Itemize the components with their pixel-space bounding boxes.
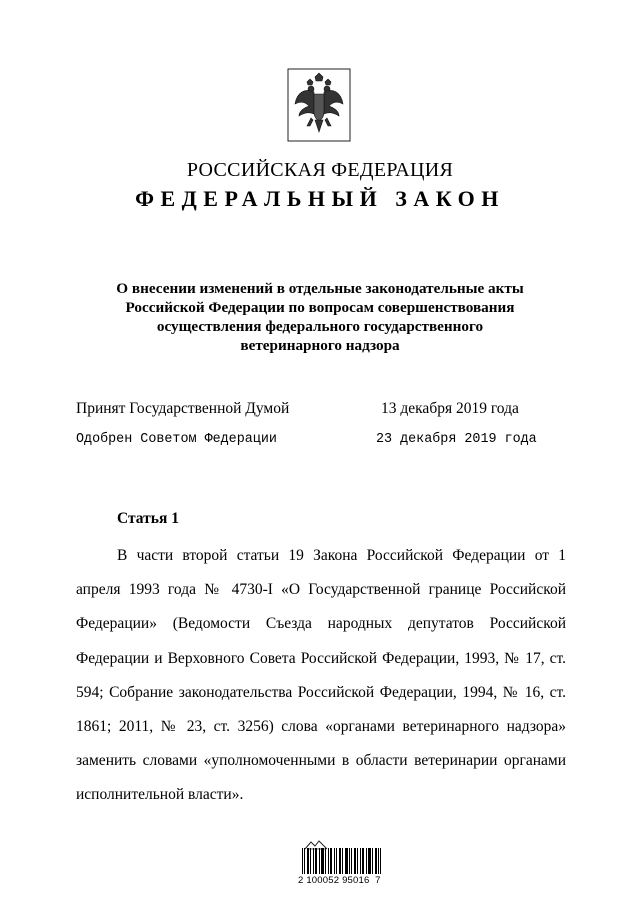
duma-adoption-label: Принят Государственной Думой (76, 400, 290, 417)
republic-name: РОССИЙСКАЯ ФЕДЕРАЦИЯ (186, 159, 454, 181)
article-text: В части второй статьи 19 Закона Российской Федерации от 1 апреля 1993 года № 4730-I «О Государственной границе Российской Федерации» (Ведомости Съезда народных депутатов Российской Федерации и Верховного Совета Российской Федерации, 1993, № 17, ст. 594; Собрание законодательства Российской Федерации, 1994, № 16, ст. 1861; 2011, № 23, ст. 3256) слова «органами ветеринарного надзора» заменить словами «уполномоченными в области ветеринарии органами исполнительной власти». (76, 547, 566, 804)
barcode-number: 2 100052 95016 7 (298, 875, 381, 886)
duma-adoption-date: 13 декабря 2019 года (381, 400, 519, 417)
barcode-icon (302, 848, 382, 874)
council-approval-label: Одобрен Советом Федерации (76, 432, 277, 447)
law-type: ФЕДЕРАЛЬНЫЙ ЗАКОН (135, 186, 505, 211)
article-heading: Статья 1 (117, 510, 179, 527)
document-mark-icon (303, 837, 329, 847)
council-approval-date: 23 декабря 2019 года (376, 432, 537, 447)
coat-of-arms-icon (287, 68, 351, 142)
law-title-line: О внесении изменений в отдельные законодательные акты (116, 280, 524, 297)
law-title-line: ветеринарного надзора (240, 337, 400, 354)
law-title (70, 279, 570, 355)
law-title-line: Российской Федерации по вопросам совершенствования (125, 299, 515, 316)
law-title-line: осуществления федерального государственного (156, 318, 484, 335)
